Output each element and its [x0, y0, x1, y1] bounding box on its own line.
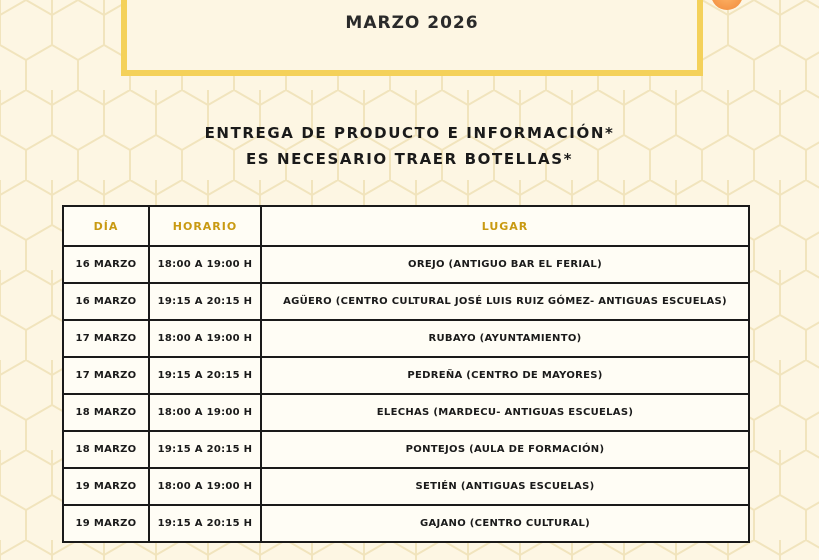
column-header-lugar: LUGAR [261, 206, 749, 246]
cell-horario: 18:00 A 19:00 H [149, 394, 261, 431]
table-row [63, 505, 749, 542]
cell-horario: 19:15 A 20:15 H [149, 283, 261, 320]
cell-horario: 19:15 A 20:15 H [149, 357, 261, 394]
table-row [63, 394, 749, 431]
cell-lugar: ELECHAS (MARDECU- ANTIGUAS ESCUELAS) [261, 394, 749, 431]
schedule-table [62, 205, 750, 543]
table-row [63, 468, 749, 505]
cell-lugar: AGÜERO (CENTRO CULTURAL JOSÉ LUIS RUIZ GÓMEZ- ANTIGUAS ESCUELAS) [261, 283, 749, 320]
cell-dia: 19 MARZO [63, 468, 149, 505]
column-header-dia: DÍA [63, 206, 149, 246]
cell-dia: 16 MARZO [63, 283, 149, 320]
cell-lugar: OREJO (ANTIGUO BAR EL FERIAL) [261, 246, 749, 283]
table-row [63, 283, 749, 320]
cell-lugar: RUBAYO (AYUNTAMIENTO) [261, 320, 749, 357]
cell-horario: 18:00 A 19:00 H [149, 320, 261, 357]
notice-line-2: ES NECESARIO TRAER BOTELLAS* [245, 150, 574, 168]
table-row [63, 357, 749, 394]
table-row [63, 431, 749, 468]
cell-lugar: PONTEJOS (AULA DE FORMACIÓN) [261, 431, 749, 468]
header-subtitle: MARZO 2026 [345, 13, 479, 33]
cell-horario: 18:00 A 19:00 H [149, 468, 261, 505]
cell-dia: 18 MARZO [63, 394, 149, 431]
column-header-horario: HORARIO [149, 206, 261, 246]
header-frame [121, 0, 703, 76]
cell-lugar: GAJANO (CENTRO CULTURAL) [261, 505, 749, 542]
cell-lugar: PEDREÑA (CENTRO DE MAYORES) [261, 357, 749, 394]
table-header-row [63, 206, 749, 246]
cell-dia: 16 MARZO [63, 246, 149, 283]
cell-horario: 18:00 A 19:00 H [149, 246, 261, 283]
cell-dia: 17 MARZO [63, 357, 149, 394]
table-row [63, 320, 749, 357]
cell-dia: 18 MARZO [63, 431, 149, 468]
cell-lugar: SETIÉN (ANTIGUAS ESCUELAS) [261, 468, 749, 505]
cell-horario: 19:15 A 20:15 H [149, 431, 261, 468]
cell-dia: 17 MARZO [63, 320, 149, 357]
table-row [63, 246, 749, 283]
notice-line-1: ENTREGA DE PRODUCTO E INFORMACIÓN* [204, 124, 615, 142]
cell-dia: 19 MARZO [63, 505, 149, 542]
cell-horario: 19:15 A 20:15 H [149, 505, 261, 542]
